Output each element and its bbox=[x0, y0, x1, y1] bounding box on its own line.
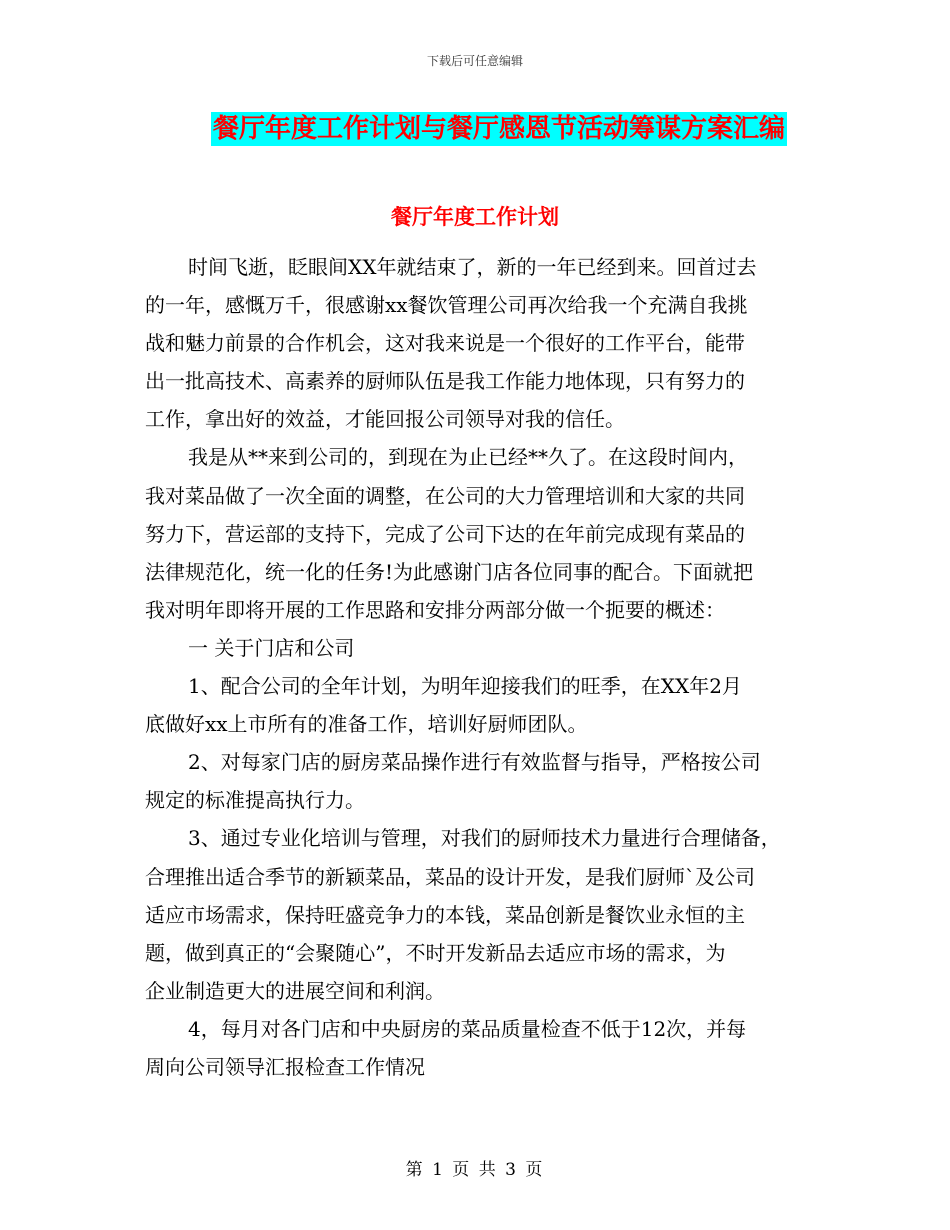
paragraph-line: 战和魅力前景的合作机会，这对我来说是一个很好的工作平台，能带 bbox=[145, 331, 745, 356]
paragraph-line: 时间飞逝，眨眼间XX年就结束了，新的一年已经到来。回首过去 bbox=[188, 255, 757, 279]
paragraph-line: 周向公司领导汇报检查工作情况 bbox=[145, 1054, 425, 1079]
paragraph-line: 1、配合公司的全年计划，为明年迎接我们的旺季，在XX年2月 bbox=[188, 674, 742, 699]
paragraph-line: 我对明年即将开展的工作思路和安排分两部分做一个扼要的概述： bbox=[145, 597, 725, 622]
paragraph-line: 的一年，感慨万千，很感谢xx餐饮管理公司再次给我一个充满自我挑 bbox=[145, 293, 748, 318]
header-note: 下载后可任意编辑 bbox=[426, 54, 523, 68]
paragraph-line: 我对菜品做了一次全面的调整，在公司的大力管理培训和大家的共同 bbox=[145, 483, 745, 508]
subheading-line: 一 关于门店和公司 bbox=[188, 635, 355, 660]
paragraph-line: 2、对每家门店的厨房菜品操作进行有效监督与指导，严格按公司 bbox=[188, 750, 761, 775]
paragraph-line: 工作，拿出好的效益，才能回报公司领导对我的信任。 bbox=[145, 407, 625, 432]
paragraph-line: 企业制造更大的进展空间和利润。 bbox=[145, 978, 445, 1003]
page-footer: 第 1 页 共 3 页 bbox=[405, 1160, 545, 1180]
paragraph-line: 底做好xx上市所有的准备工作，培训好厨师团队。 bbox=[145, 712, 588, 737]
document-body bbox=[145, 248, 810, 1086]
paragraph-line: 3、通过专业化培训与管理，对我们的厨师技术力量进行合理储备， bbox=[188, 826, 781, 851]
paragraph-line: 适应市场需求，保持旺盛竞争力的本钱，菜品创新是餐饮业永恒的主 bbox=[145, 902, 745, 927]
document-title-container bbox=[0, 112, 950, 146]
paragraph-line: 4，每月对各门店和中央厨房的菜品质量检查不低于12次，并每 bbox=[188, 1016, 747, 1041]
section-title: 餐厅年度工作计划 bbox=[391, 204, 559, 229]
paragraph-line: 题，做到真正的“会聚随心”，不时开发新品去适应市场的需求，为 bbox=[145, 940, 726, 965]
paragraph-line: 合理推出适合季节的新颖菜品，菜品的设计开发，是我们厨师`及公司 bbox=[145, 864, 755, 889]
paragraph-line: 出一批高技术、高素养的厨师队伍是我工作能力地体现，只有努力的 bbox=[145, 369, 745, 394]
paragraph-line: 我是从**来到公司的，到现在为止已经**久了。在这段时间内， bbox=[188, 445, 748, 470]
paragraph-line: 努力下，营运部的支持下，完成了公司下达的在年前完成现有菜品的 bbox=[145, 521, 745, 546]
paragraph-line: 规定的标准提高执行力。 bbox=[145, 788, 365, 813]
document-title: 餐厅年度工作计划与餐厅感恩节活动筹谋方案汇编 bbox=[212, 114, 785, 144]
paragraph-line: 法律规范化，统一化的任务!为此感谢门店各位同事的配合。下面就把 bbox=[145, 559, 754, 584]
